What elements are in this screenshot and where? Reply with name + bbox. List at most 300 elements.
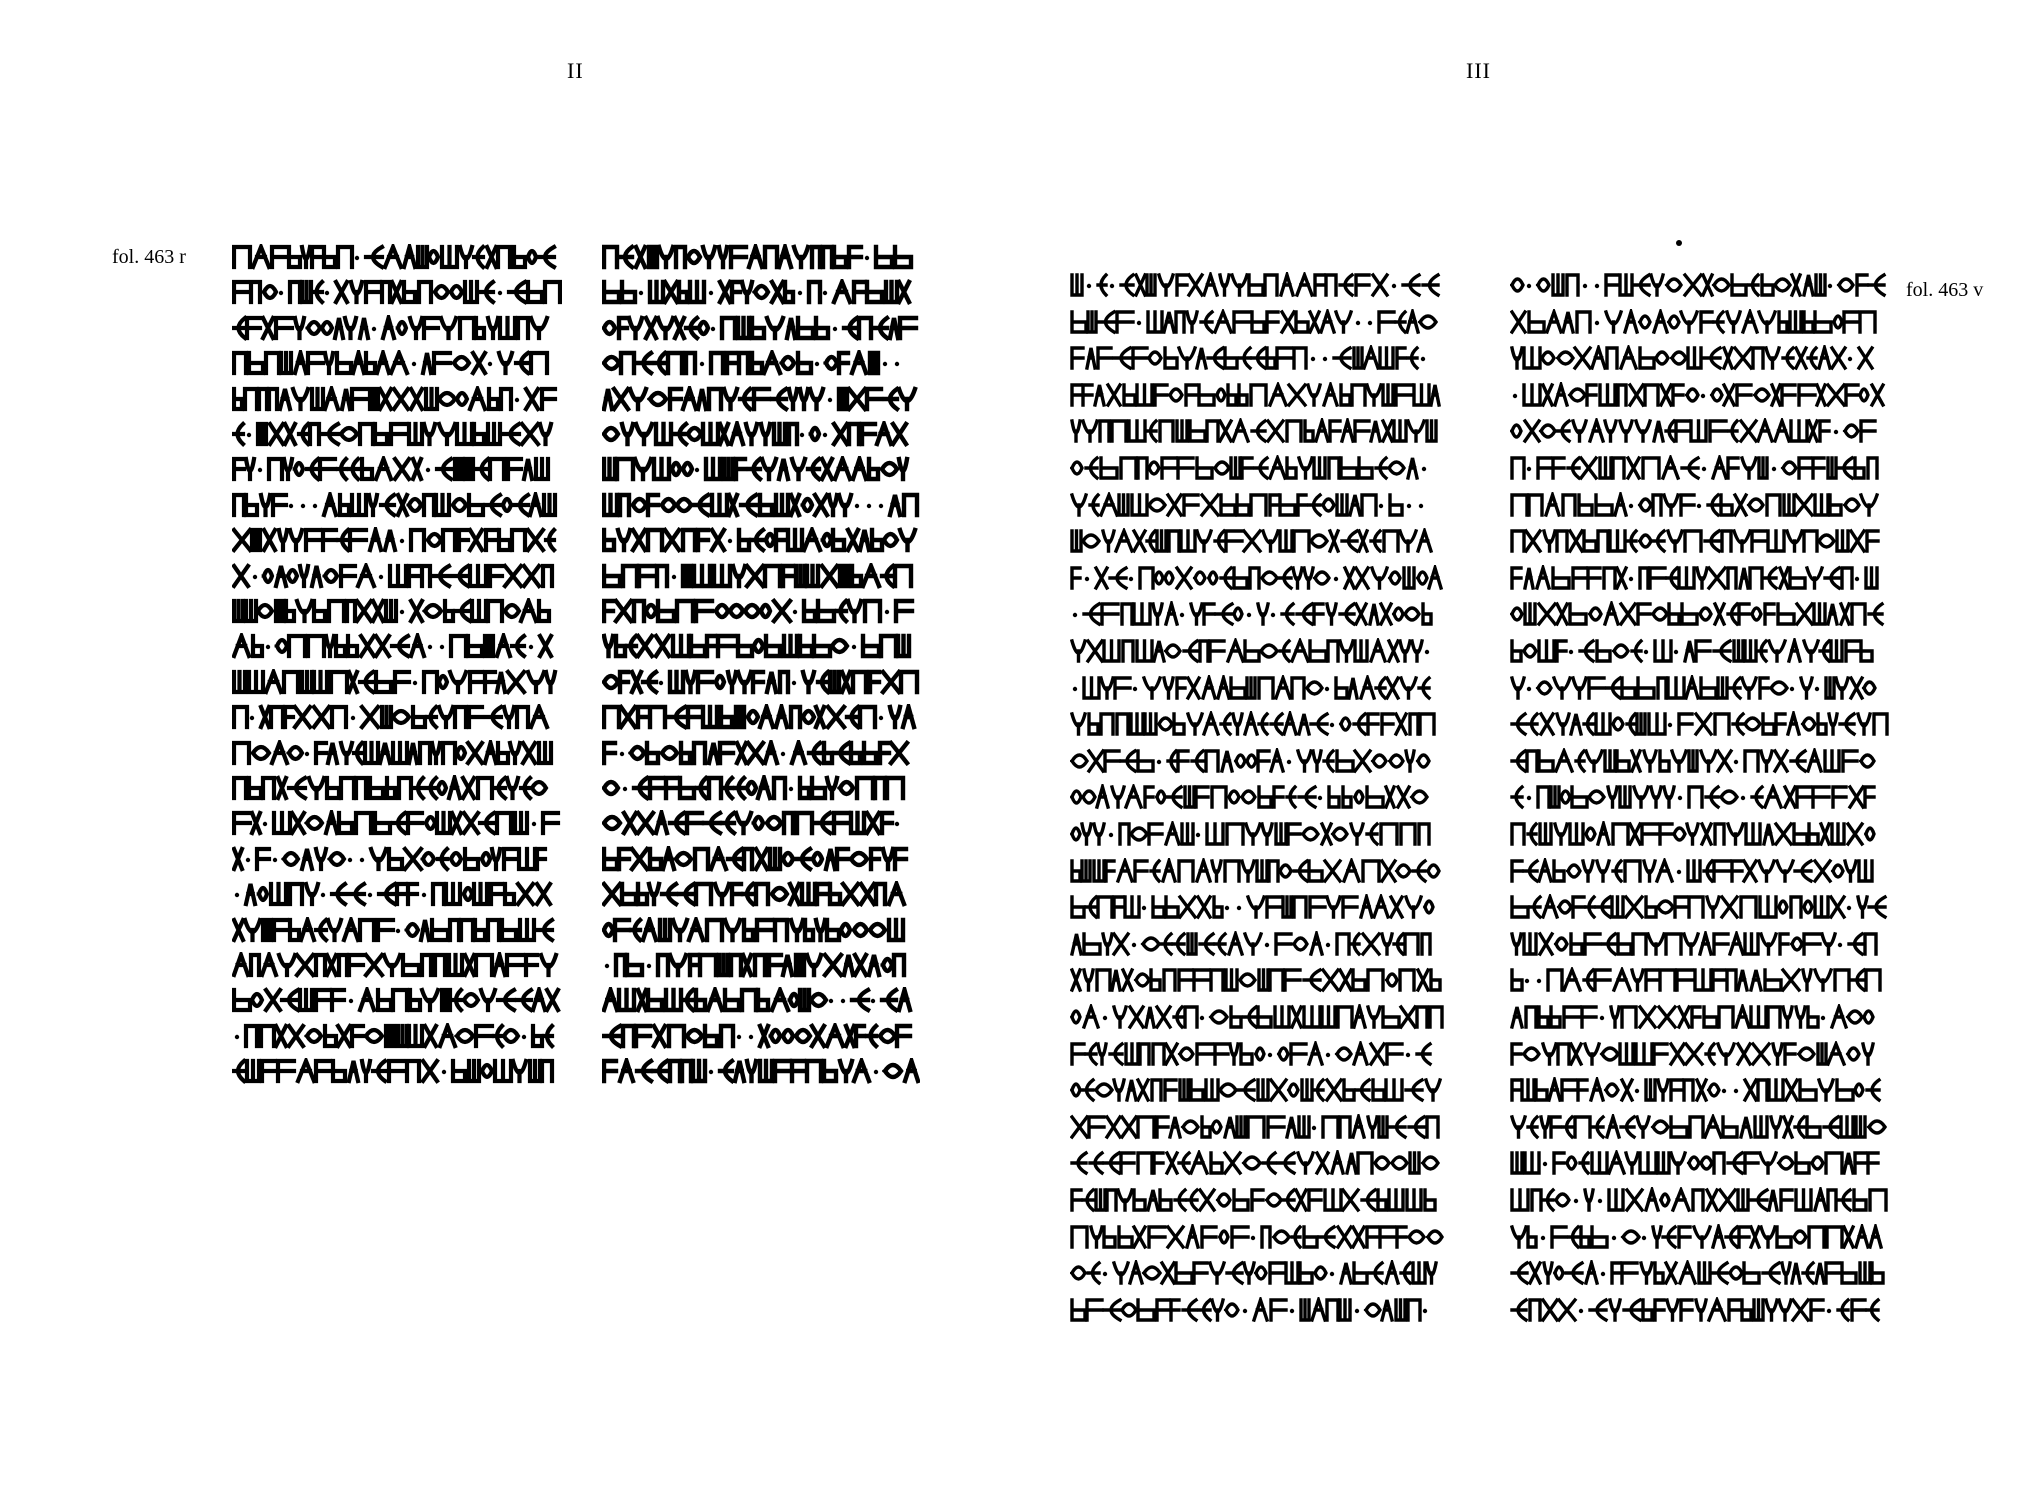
script-glyph <box>403 955 419 975</box>
script-glyph <box>274 813 290 833</box>
script-glyph <box>648 990 662 1010</box>
script-glyph <box>1255 458 1267 478</box>
punctuation-dot <box>422 893 426 897</box>
script-glyph <box>1123 970 1132 990</box>
script-glyph <box>1704 348 1720 368</box>
script-glyph <box>389 849 402 869</box>
punctuation-dot <box>1087 284 1091 288</box>
script-glyph <box>1386 1080 1402 1100</box>
script-glyph <box>1653 1227 1661 1247</box>
punctuation-dot <box>1109 833 1113 837</box>
script-glyph <box>1212 1121 1221 1133</box>
script-glyph <box>1101 495 1117 515</box>
script-glyph <box>1811 1300 1823 1320</box>
punctuation-dot <box>1702 467 1706 471</box>
script-glyph <box>370 530 381 550</box>
script-glyph <box>697 778 706 798</box>
script-glyph <box>720 424 728 444</box>
script-glyph <box>736 813 751 833</box>
script-glyph <box>1117 714 1128 734</box>
script-glyph <box>724 459 733 479</box>
script-glyph <box>1722 531 1731 551</box>
script-glyph <box>1356 568 1368 588</box>
script-glyph <box>1826 1153 1842 1173</box>
script-glyph <box>366 247 382 267</box>
script-glyph <box>699 322 708 334</box>
manuscript-line-strokes <box>232 952 562 978</box>
script-glyph <box>653 1061 667 1081</box>
script-glyph <box>1262 572 1277 584</box>
script-glyph <box>316 849 326 869</box>
script-glyph <box>1286 1263 1298 1283</box>
script-glyph <box>1653 1121 1668 1133</box>
script-glyph <box>453 499 466 511</box>
script-glyph <box>1316 421 1328 441</box>
script-glyph <box>528 282 542 302</box>
script-glyph <box>1283 1190 1294 1210</box>
script-glyph <box>1155 572 1163 584</box>
script-glyph <box>1638 678 1654 698</box>
script-glyph <box>1427 1117 1438 1137</box>
manuscript-line-strokes <box>232 350 562 376</box>
script-glyph <box>1826 678 1834 698</box>
script-glyph <box>1836 678 1848 698</box>
script-glyph <box>620 672 628 692</box>
script-glyph <box>686 672 695 692</box>
punctuation-dot <box>1268 1052 1272 1056</box>
script-glyph <box>1072 714 1085 734</box>
script-glyph <box>1353 1227 1364 1247</box>
script-glyph <box>443 530 455 550</box>
script-glyph <box>1341 718 1350 730</box>
manuscript-line-strokes <box>602 917 920 943</box>
manuscript-line <box>1510 675 1890 701</box>
script-glyph <box>276 1026 286 1046</box>
script-glyph <box>1197 531 1211 551</box>
script-glyph <box>1340 641 1353 661</box>
script-glyph <box>1097 787 1108 807</box>
script-glyph <box>780 672 788 692</box>
manuscript-line <box>602 527 920 553</box>
script-glyph <box>1650 568 1665 588</box>
script-glyph <box>1115 678 1130 698</box>
script-glyph <box>638 990 646 1010</box>
script-glyph <box>676 247 685 267</box>
manuscript-line <box>602 633 920 659</box>
script-glyph <box>1767 495 1780 515</box>
script-glyph <box>809 282 820 302</box>
script-glyph <box>1340 1117 1350 1137</box>
script-glyph <box>1126 787 1141 807</box>
script-glyph <box>1640 568 1648 588</box>
script-glyph <box>1134 604 1150 624</box>
script-glyph <box>1799 385 1815 405</box>
punctuation-dot <box>1290 1309 1294 1313</box>
script-glyph <box>1825 568 1839 588</box>
script-glyph <box>900 530 915 550</box>
script-glyph <box>1362 495 1376 515</box>
script-glyph <box>1855 1153 1865 1173</box>
manuscript-line-strokes <box>1070 1041 1446 1067</box>
script-glyph <box>1794 824 1807 844</box>
punctuation-dot <box>1598 1199 1602 1203</box>
script-glyph <box>774 778 785 798</box>
script-glyph <box>1749 275 1758 295</box>
script-glyph <box>409 566 418 586</box>
manuscript-line <box>232 492 562 518</box>
script-glyph <box>1691 421 1706 441</box>
script-glyph <box>647 743 658 763</box>
script-glyph <box>1845 499 1859 511</box>
script-glyph <box>880 743 889 763</box>
script-glyph <box>300 990 312 1010</box>
script-glyph <box>1832 1007 1846 1027</box>
script-glyph <box>361 636 374 656</box>
manuscript-line <box>232 1058 562 1084</box>
script-glyph <box>1745 934 1758 954</box>
script-glyph <box>774 424 785 444</box>
script-glyph <box>515 813 527 833</box>
script-glyph <box>1072 1300 1085 1320</box>
script-glyph <box>234 424 243 444</box>
script-glyph <box>1414 385 1429 405</box>
script-glyph <box>864 743 876 763</box>
punctuation-dot <box>1196 833 1200 837</box>
script-glyph <box>655 353 665 373</box>
punctuation-dot <box>885 610 889 614</box>
script-glyph <box>1112 970 1120 990</box>
script-glyph <box>1549 1080 1560 1100</box>
script-glyph <box>1524 1048 1539 1060</box>
script-glyph <box>1758 641 1766 661</box>
script-glyph <box>1396 714 1406 734</box>
punctuation-dot <box>498 291 502 295</box>
script-glyph <box>1341 458 1357 478</box>
manuscript-line-strokes <box>602 669 920 695</box>
script-glyph <box>266 353 279 373</box>
script-glyph <box>362 1061 370 1081</box>
script-glyph <box>1586 751 1602 771</box>
script-glyph <box>616 955 625 975</box>
script-glyph <box>1386 1263 1398 1283</box>
script-glyph <box>1758 421 1772 441</box>
script-glyph <box>1543 385 1552 405</box>
script-glyph <box>814 636 830 656</box>
script-glyph <box>1529 495 1542 515</box>
punctuation-dot <box>1722 1089 1726 1093</box>
script-glyph <box>1361 678 1374 698</box>
script-glyph <box>1283 897 1291 917</box>
script-glyph <box>1188 934 1196 954</box>
script-glyph <box>1298 751 1311 771</box>
manuscript-line-strokes <box>1070 675 1446 701</box>
script-glyph <box>1137 385 1152 405</box>
manuscript-line-strokes <box>1070 272 1446 298</box>
script-glyph <box>297 601 312 621</box>
script-glyph <box>705 1026 717 1046</box>
script-glyph <box>1204 275 1217 295</box>
script-glyph <box>263 318 273 338</box>
script-glyph <box>1620 421 1632 441</box>
script-glyph <box>1356 604 1366 624</box>
script-glyph <box>1298 1153 1313 1173</box>
script-glyph <box>1832 824 1844 844</box>
script-glyph <box>1604 568 1615 588</box>
manuscript-line-strokes <box>232 1058 562 1084</box>
script-glyph <box>1512 641 1521 661</box>
script-glyph <box>1168 495 1181 515</box>
script-glyph <box>1769 641 1785 661</box>
script-glyph <box>666 778 677 798</box>
script-glyph <box>1577 312 1590 332</box>
manuscript-line-strokes <box>232 810 562 836</box>
script-glyph <box>1228 641 1243 661</box>
script-glyph <box>619 849 629 869</box>
script-glyph <box>1204 714 1218 734</box>
punctuation-dot <box>349 999 353 1003</box>
script-glyph <box>837 849 848 869</box>
script-glyph <box>1427 1263 1436 1283</box>
manuscript-column-463r-a <box>232 244 562 1204</box>
script-glyph <box>1407 1190 1421 1210</box>
script-glyph <box>1868 458 1877 478</box>
script-glyph <box>1524 348 1540 368</box>
script-glyph <box>457 747 465 759</box>
script-glyph <box>690 282 704 302</box>
script-glyph <box>1637 714 1645 734</box>
manuscript-line-strokes <box>232 1023 562 1049</box>
script-glyph <box>497 636 510 656</box>
punctuation-dot <box>1838 943 1842 947</box>
script-glyph <box>234 920 243 940</box>
script-glyph <box>504 849 515 869</box>
script-glyph <box>1739 1227 1749 1247</box>
script-glyph <box>1289 1084 1298 1096</box>
script-glyph <box>1688 348 1701 368</box>
script-glyph <box>1760 678 1768 698</box>
script-glyph <box>1103 934 1112 954</box>
script-glyph <box>1855 458 1864 478</box>
script-glyph <box>1609 1190 1623 1210</box>
script-glyph <box>1718 751 1731 771</box>
script-glyph <box>796 955 804 975</box>
script-glyph <box>333 1061 345 1081</box>
script-glyph <box>1674 828 1685 840</box>
script-glyph <box>1787 531 1802 551</box>
manuscript-line <box>1510 711 1890 737</box>
script-glyph <box>1344 1080 1354 1100</box>
manuscript-line-strokes <box>602 1023 920 1049</box>
script-glyph <box>1220 1084 1236 1096</box>
script-glyph <box>1571 934 1582 954</box>
script-glyph <box>1686 678 1698 698</box>
script-glyph <box>276 566 286 586</box>
script-glyph <box>1220 275 1229 295</box>
script-glyph <box>1671 1117 1687 1137</box>
manuscript-line <box>1070 418 1446 444</box>
script-glyph <box>1524 861 1537 881</box>
script-glyph <box>1512 1263 1527 1283</box>
script-glyph <box>869 459 878 479</box>
script-glyph <box>251 282 260 302</box>
script-glyph <box>1419 824 1429 844</box>
script-glyph <box>469 495 483 515</box>
script-glyph <box>1544 1263 1552 1283</box>
manuscript-line-strokes <box>1070 1224 1446 1250</box>
punctuation-dot <box>1543 1162 1547 1166</box>
script-glyph <box>807 955 821 975</box>
script-glyph <box>1106 861 1114 881</box>
script-glyph <box>1696 714 1711 734</box>
script-glyph <box>354 743 362 763</box>
script-glyph <box>1759 312 1775 332</box>
script-glyph <box>1804 275 1813 295</box>
script-glyph <box>1544 1190 1553 1210</box>
manuscript-line <box>1510 528 1890 554</box>
script-glyph <box>1840 714 1854 734</box>
punctuation-dot <box>709 291 713 295</box>
punctuation-dot <box>1595 284 1599 288</box>
script-glyph <box>1685 275 1701 295</box>
script-glyph <box>528 251 536 263</box>
script-glyph <box>1617 751 1629 771</box>
script-glyph <box>1082 1080 1093 1100</box>
script-glyph <box>470 389 485 409</box>
script-glyph <box>1580 1153 1588 1173</box>
script-glyph <box>638 636 652 656</box>
script-glyph <box>460 247 472 267</box>
script-glyph <box>872 530 882 550</box>
script-glyph <box>375 813 390 833</box>
script-glyph <box>1791 751 1805 771</box>
script-glyph <box>1667 1300 1678 1320</box>
script-glyph <box>1634 275 1649 295</box>
script-glyph <box>1072 495 1086 515</box>
script-glyph <box>901 672 917 692</box>
script-glyph <box>1563 1117 1572 1137</box>
script-glyph <box>1299 458 1312 478</box>
script-glyph <box>1337 1048 1351 1060</box>
script-glyph <box>776 707 787 727</box>
script-glyph <box>1543 1300 1557 1320</box>
script-glyph <box>360 672 373 692</box>
script-glyph <box>1199 1300 1210 1320</box>
script-glyph <box>465 955 474 975</box>
script-glyph <box>696 990 705 1010</box>
script-glyph <box>1624 1300 1640 1320</box>
script-glyph <box>1558 352 1573 364</box>
script-glyph <box>476 1026 492 1046</box>
script-glyph <box>1788 714 1799 734</box>
punctuation-dot <box>1407 503 1411 507</box>
script-glyph <box>542 389 555 409</box>
script-glyph <box>1695 970 1711 990</box>
script-glyph <box>1718 678 1727 698</box>
script-glyph <box>1333 828 1347 840</box>
manuscript-line <box>602 279 920 305</box>
script-glyph <box>1512 1007 1522 1027</box>
script-glyph <box>293 389 308 409</box>
script-glyph <box>900 318 916 338</box>
script-glyph <box>1194 1263 1207 1283</box>
script-glyph <box>683 990 693 1010</box>
manuscript-line <box>1070 528 1446 554</box>
script-glyph <box>387 778 395 798</box>
script-glyph <box>261 707 269 727</box>
manuscript-line <box>1510 1004 1890 1030</box>
script-glyph <box>1796 1153 1809 1173</box>
script-glyph <box>1110 568 1126 588</box>
manuscript-line <box>602 810 920 836</box>
script-glyph <box>1244 531 1260 551</box>
script-glyph <box>362 707 378 727</box>
script-glyph <box>1314 1080 1323 1100</box>
script-glyph <box>1697 1080 1706 1100</box>
script-glyph <box>432 743 440 763</box>
script-glyph <box>1215 1044 1228 1064</box>
script-glyph <box>1828 385 1844 405</box>
punctuation-dot <box>647 964 651 968</box>
script-glyph <box>443 743 455 763</box>
script-glyph <box>1677 970 1692 990</box>
script-glyph <box>1176 312 1184 332</box>
script-glyph <box>457 424 472 444</box>
script-glyph <box>1229 934 1242 954</box>
punctuation-dot <box>325 291 329 295</box>
script-glyph <box>338 247 352 267</box>
script-glyph <box>1682 604 1697 624</box>
script-glyph <box>1391 897 1402 917</box>
script-glyph <box>800 636 812 656</box>
script-glyph <box>306 530 320 550</box>
script-glyph <box>1288 824 1300 844</box>
script-glyph <box>1864 1011 1873 1023</box>
script-glyph <box>1859 348 1872 368</box>
script-glyph <box>481 282 493 302</box>
punctuation-dot <box>828 397 832 401</box>
script-glyph <box>1688 861 1700 881</box>
script-glyph <box>846 1026 854 1046</box>
script-glyph <box>1666 421 1674 441</box>
script-glyph <box>1689 751 1697 771</box>
script-glyph <box>1646 970 1657 990</box>
script-glyph <box>782 357 794 369</box>
script-glyph <box>723 778 732 798</box>
punctuation-dot <box>711 327 715 331</box>
script-glyph <box>1672 352 1686 364</box>
script-glyph <box>604 1061 616 1081</box>
script-glyph <box>439 676 447 688</box>
script-glyph <box>1427 421 1436 441</box>
script-glyph <box>424 672 437 692</box>
script-glyph <box>1755 389 1769 401</box>
script-glyph <box>1530 897 1540 917</box>
script-glyph <box>1389 641 1398 661</box>
manuscript-line <box>232 527 562 553</box>
script-glyph <box>1212 861 1221 881</box>
manuscript-line <box>1070 1260 1446 1286</box>
script-glyph <box>1165 572 1173 584</box>
script-glyph <box>1177 678 1185 698</box>
script-glyph <box>485 495 500 515</box>
script-glyph <box>1792 1263 1800 1283</box>
script-glyph <box>1334 348 1350 368</box>
script-glyph <box>1280 641 1289 661</box>
script-glyph <box>1848 824 1862 844</box>
script-glyph <box>1728 1153 1742 1173</box>
script-glyph <box>1554 678 1570 698</box>
script-glyph <box>312 389 323 409</box>
